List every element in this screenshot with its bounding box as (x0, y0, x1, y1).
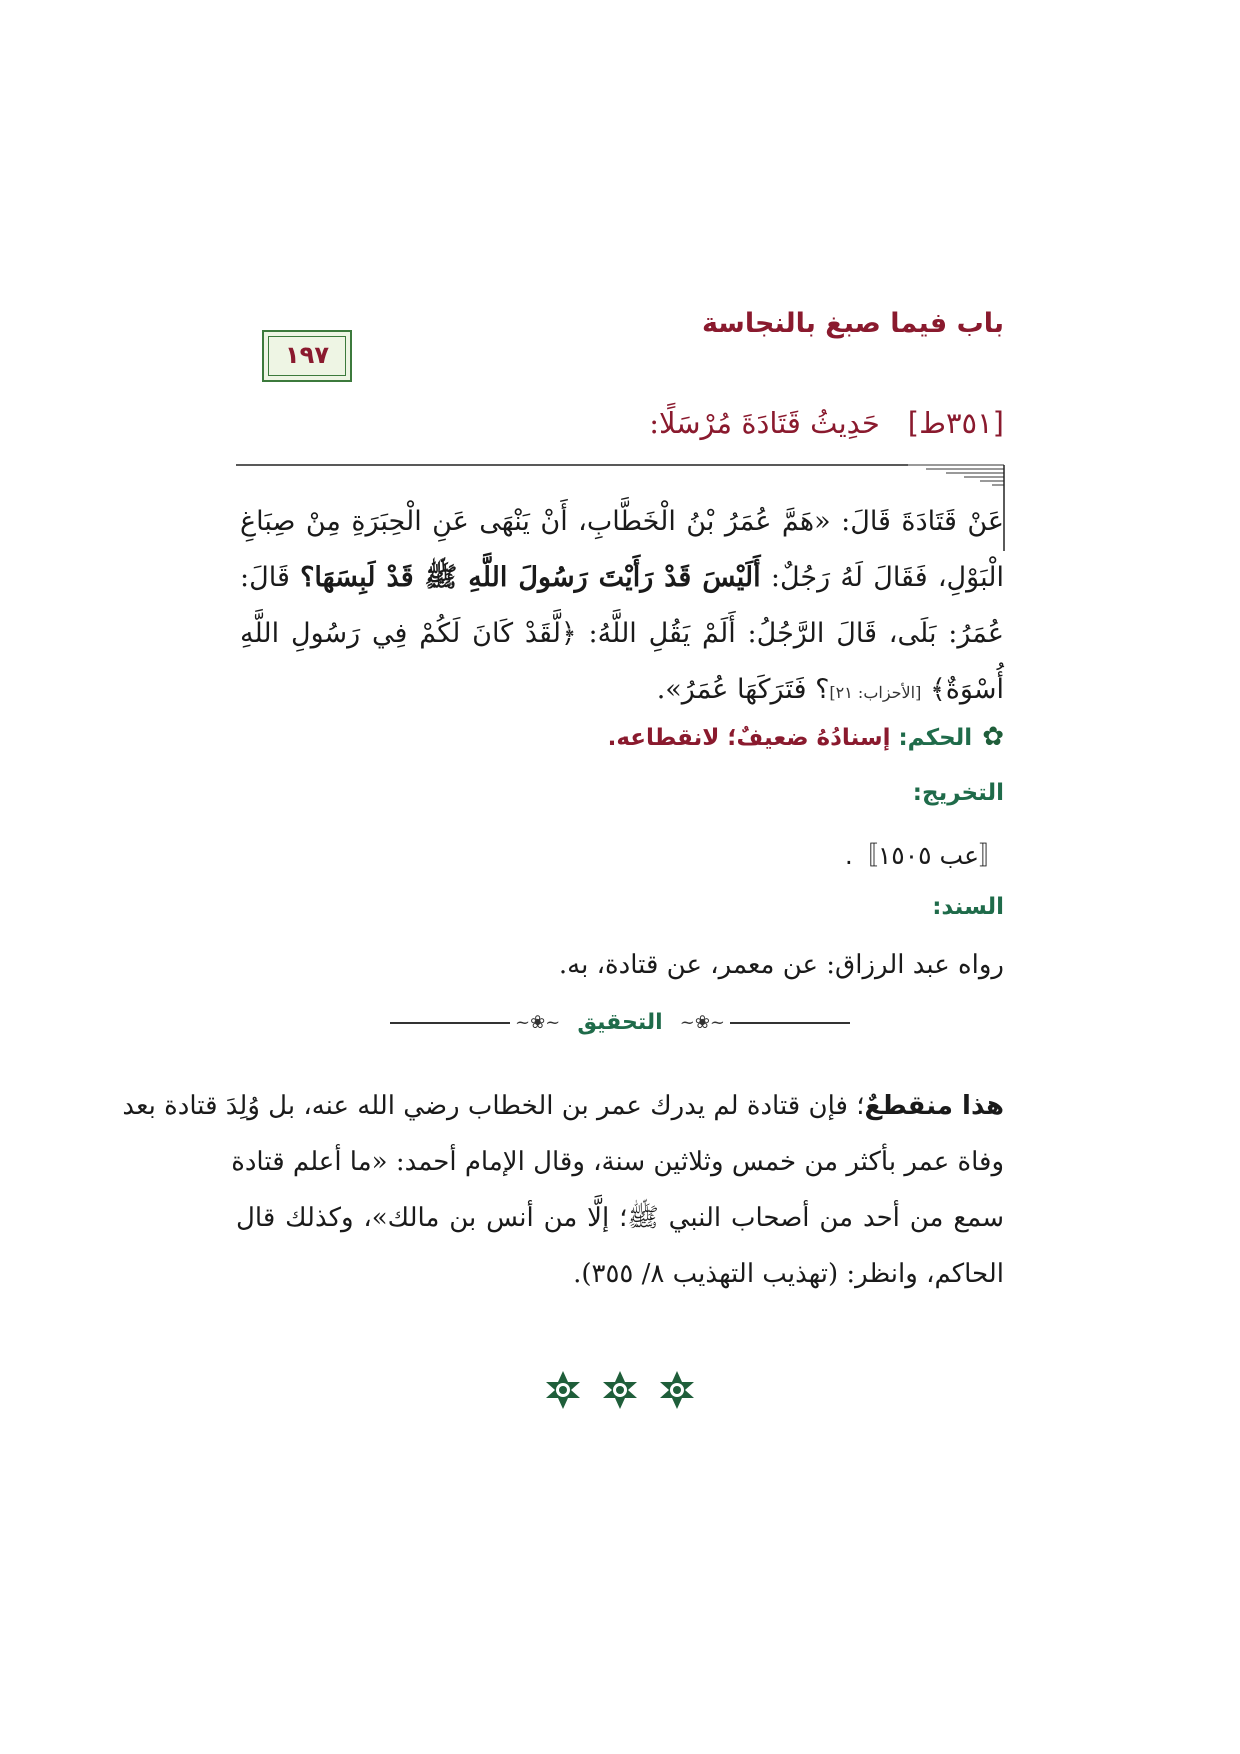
scroll-ornament-icon: ~❀~ (515, 1012, 561, 1033)
takhrij-heading: التخريج: (912, 780, 1004, 806)
tahqiq-bold-lead: هذا منقطعٌ (864, 1091, 1004, 1121)
divider-line (390, 1022, 510, 1024)
chapter-title: باب فيما صبغ بالنجاسة (701, 308, 1004, 339)
divider-line (730, 1022, 850, 1024)
tahqiq-divider (0, 1010, 1240, 1035)
end-ornament (0, 1370, 1240, 1414)
star-flower-icon (600, 1370, 640, 1410)
ruling-label: الحكم: (898, 725, 973, 751)
hadith-line-2 (240, 550, 1004, 606)
hadith-title: حَدِيثُ قَتَادَةَ مُرْسَلًا: (649, 406, 880, 440)
hadith-segment: الْبَوْلِ، فَقَالَ لَهُ رَجُلٌ: (770, 562, 1004, 593)
tahqiq-segment: ؛ فإن قتادة لم يدرك عمر بن الخطاب رضي الله عنه، بل وُلِدَ قتادة بعد (122, 1091, 865, 1121)
tahqiq-line-2: وفاة عمر بأكثر من خمس وثلاثين سنة، وقال الإمام أحمد: «ما أعلم قتادة (231, 1147, 1004, 1177)
takhrij-text: 〚عب ١٥٠٥〛. (844, 841, 1004, 870)
sanad-heading: السند: (932, 894, 1004, 920)
tahqiq-line-3: سمع من أحد من أصحاب النبي ﷺ؛ إلَّا من أنس بن مالك»، وكذلك قال (236, 1203, 1004, 1233)
hadith-heading (649, 406, 1004, 440)
page-number: ١٩٧ (285, 341, 329, 369)
sanad-text: رواه عبد الرزاق: عن معمر، عن قتادة، به. (558, 950, 1004, 980)
scroll-ornament-icon: ~❀~ (679, 1012, 725, 1033)
hadith-line-3: عُمَرُ: بَلَى، قَالَ الرَّجُلُ: أَلَمْ يَقُلِ اللَّهُ: ﴿لَّقَدْ كَانَ لَكُمْ فِي رَسُولِ اللَّهِ (240, 618, 1004, 649)
hadith-line-1: عَنْ قَتَادَةَ قَالَ: «هَمَّ عُمَرُ بْنُ الْخَطَّابِ، أَنْ يَنْهَى عَنِ الْحِبَرَةِ مِنْ صِبَاغِ (240, 506, 1004, 537)
quran-reference: [الأحزاب: ٢١] (829, 683, 922, 702)
hadith-bold-segment: أَلَيْسَ قَدْ رَأَيْتَ رَسُولَ اللَّهِ ﷺ قَدْ لَبِسَهَا؟ (300, 562, 761, 593)
hadith-line-4 (240, 662, 1004, 721)
hadith-segment: قَالَ: (240, 562, 290, 593)
star-flower-icon (657, 1370, 697, 1410)
page-number-badge (262, 330, 352, 382)
tahqiq-heading: التحقيق (577, 1010, 663, 1035)
tahqiq-line-1 (122, 1078, 1004, 1134)
hadith-segment: ؟ فَتَرَكَهَا عُمَرُ». (656, 674, 830, 705)
hadith-segment: أُسْوَةٌ﴾ (929, 674, 1004, 705)
flower-icon: ✿ (982, 722, 1004, 752)
star-flower-icon (543, 1370, 583, 1410)
ruling (608, 722, 1004, 752)
ruling-value: إسنادُهُ ضعيفٌ؛ لانقطاعه. (607, 725, 891, 751)
tahqiq-line-4: الحاكم، وانظر: (تهذيب التهذيب ٨/ ٣٥٥). (573, 1259, 1004, 1289)
hadith-number: [٣٥١ط] (907, 406, 1004, 440)
